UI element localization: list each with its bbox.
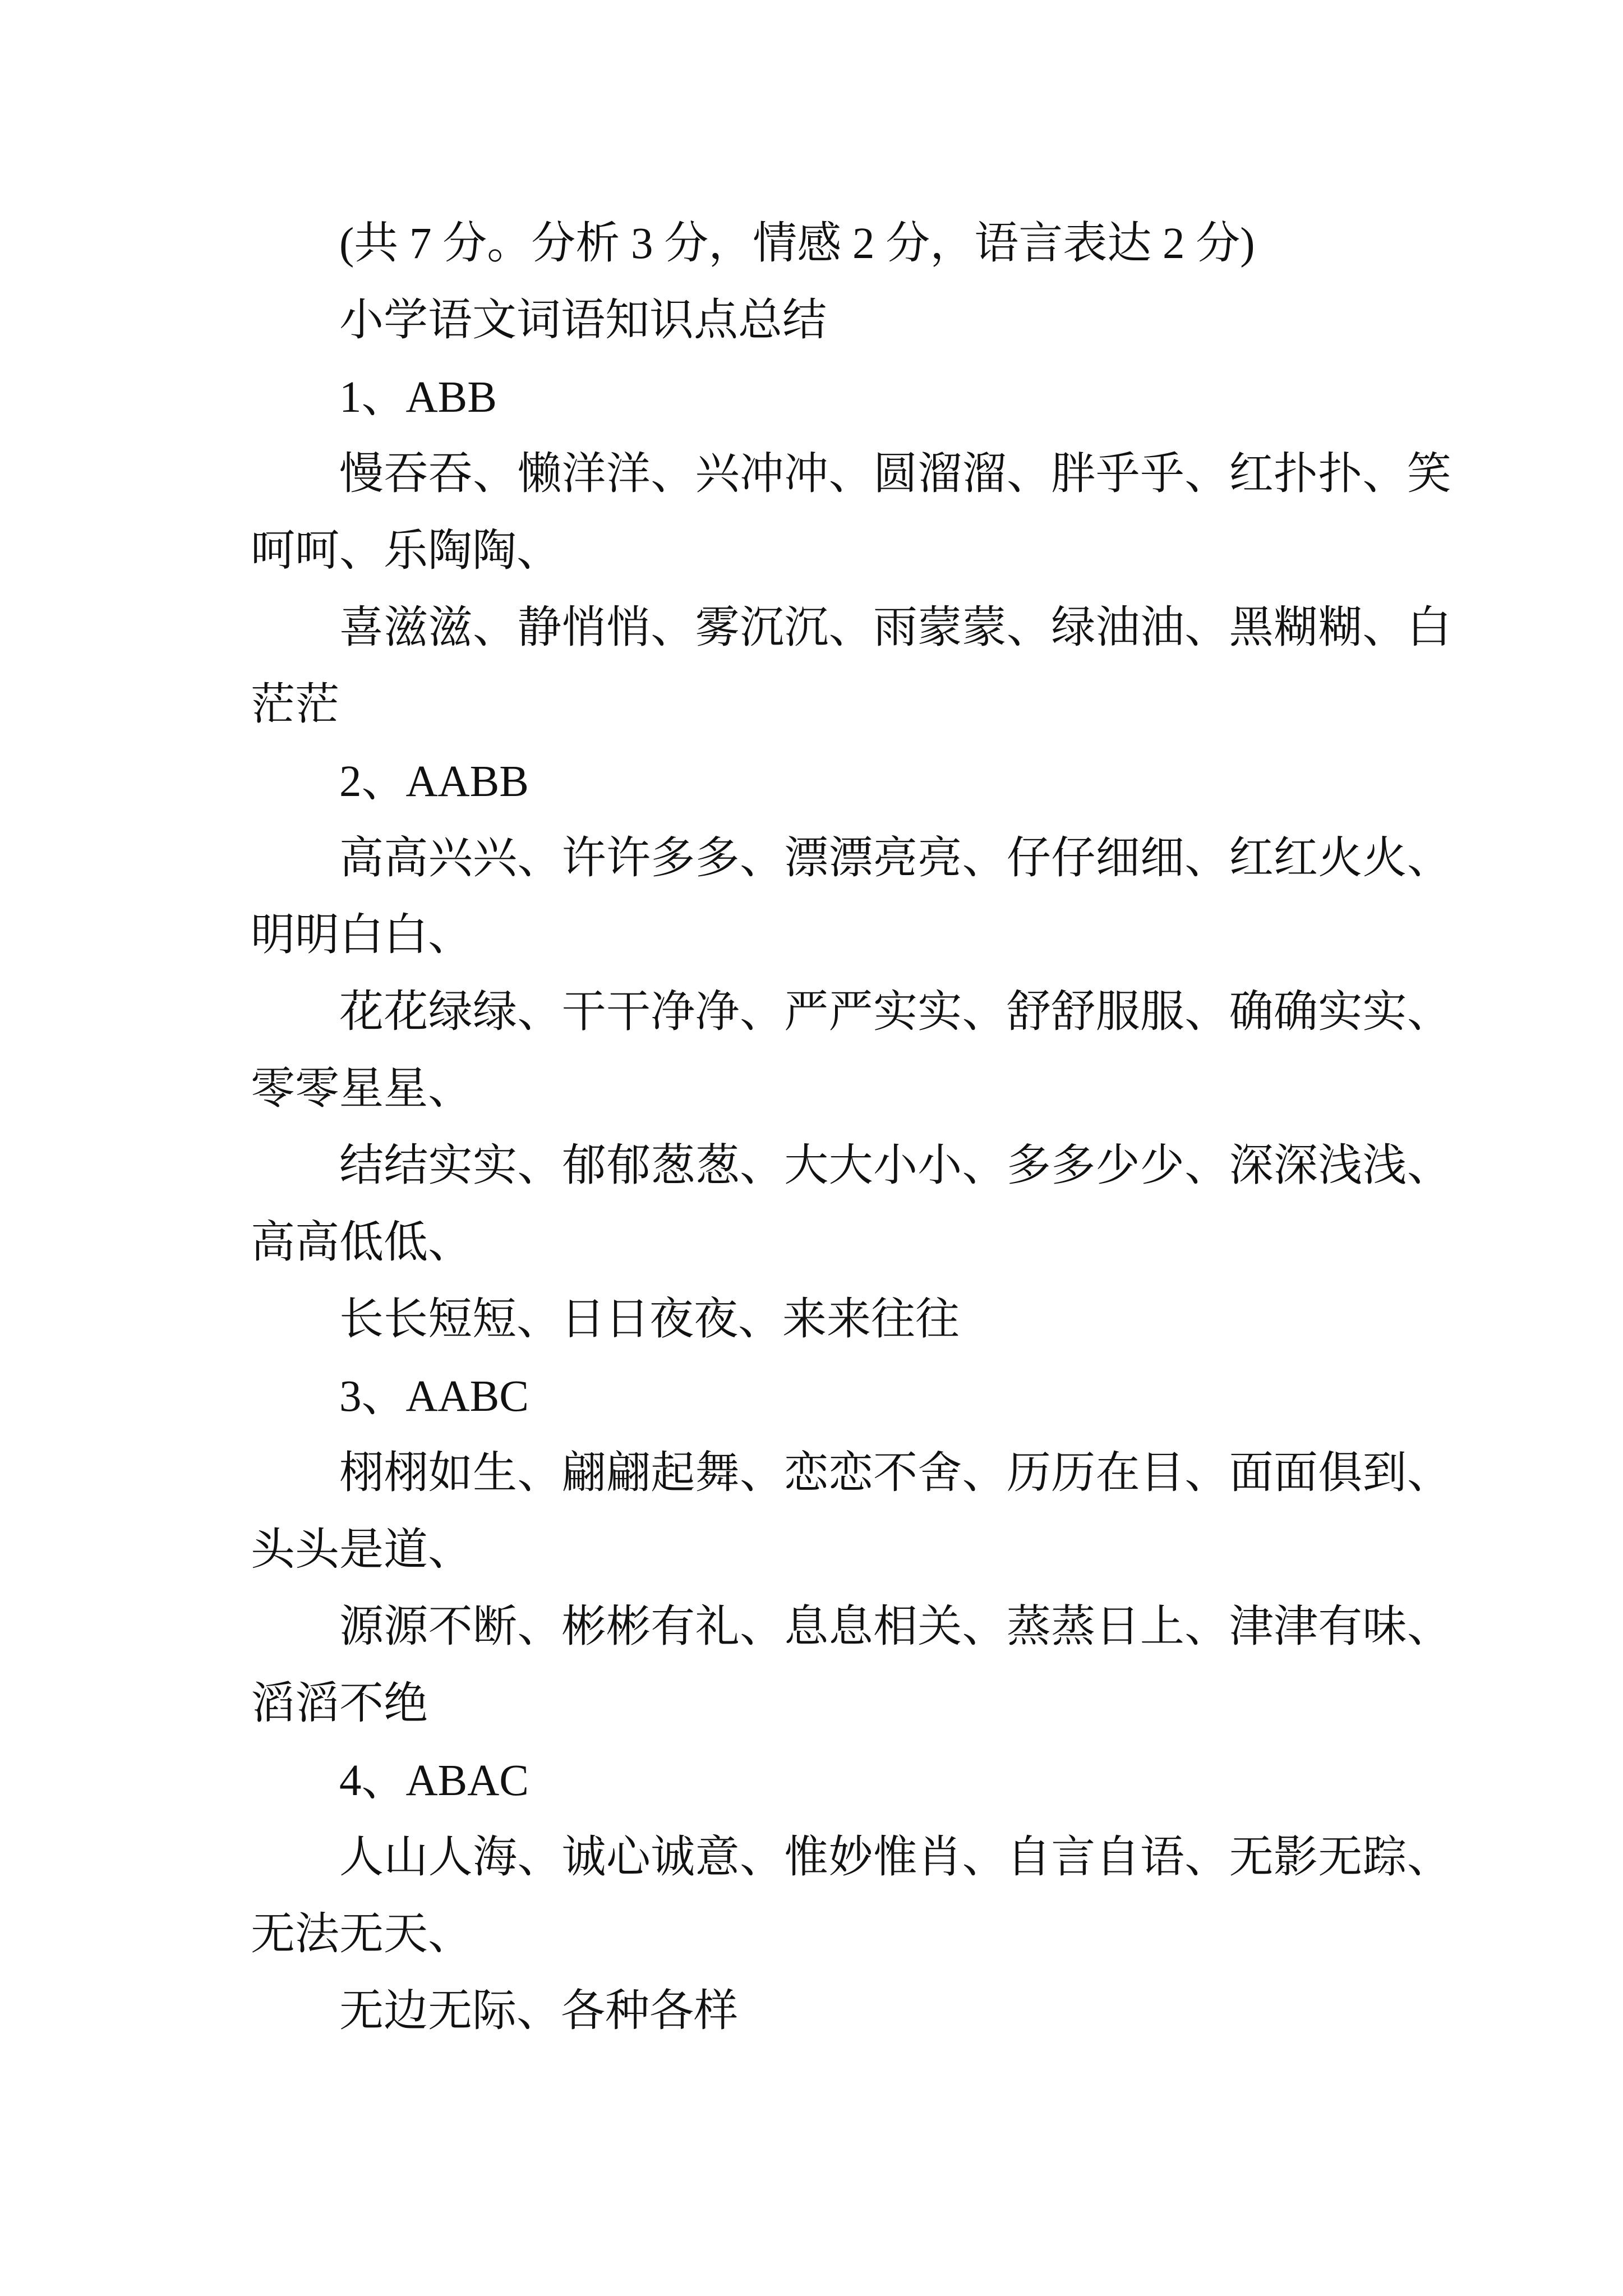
word-list-abac-1: 人山人海、诚心诚意、惟妙惟肖、自言自语、无影无踪、无法无天、 xyxy=(251,1833,1451,1959)
heading-abac: 4、ABAC xyxy=(339,1756,529,1805)
section-title: 小学语文词语知识点总结 xyxy=(339,296,827,345)
heading-aabb: 2、AABB xyxy=(339,757,529,806)
word-list-aabb-1: 高高兴兴、许许多多、漂漂亮亮、仔仔细细、红红火火、明明白白、 xyxy=(251,834,1451,960)
scoring-note: (共 7 分。分析 3 分，情感 2 分，语言表达 2 分) xyxy=(339,219,1255,268)
word-list-aabb-2: 花花绿绿、干干净净、严严实实、舒舒服服、确确实实、零零星星、 xyxy=(251,988,1451,1114)
word-list-abb-2: 喜滋滋、静悄悄、雾沉沉、雨蒙蒙、绿油油、黑糊糊、白茫茫 xyxy=(251,604,1451,729)
document-body xyxy=(251,205,1451,2050)
word-list-aabb-3: 结结实实、郁郁葱葱、大大小小、多多少少、深深浅浅、高高低低、 xyxy=(251,1142,1451,1267)
heading-abb: 1、ABB xyxy=(339,373,497,422)
word-list-abac-2: 无边无际、各种各样 xyxy=(339,1987,738,2036)
heading-aabc: 3、AABC xyxy=(339,1372,529,1421)
word-list-aabc-2: 源源不断、彬彬有礼、息息相关、蒸蒸日上、津津有味、滔滔不绝 xyxy=(251,1603,1451,1728)
word-list-abb-1: 慢吞吞、懒洋洋、兴冲冲、圆溜溜、胖乎乎、红扑扑、笑呵呵、乐陶陶、 xyxy=(251,450,1451,576)
word-list-aabc-1: 栩栩如生、翩翩起舞、恋恋不舍、历历在目、面面俱到、头头是道、 xyxy=(251,1449,1451,1575)
word-list-aabb-4: 长长短短、日日夜夜、来来往往 xyxy=(339,1295,960,1344)
